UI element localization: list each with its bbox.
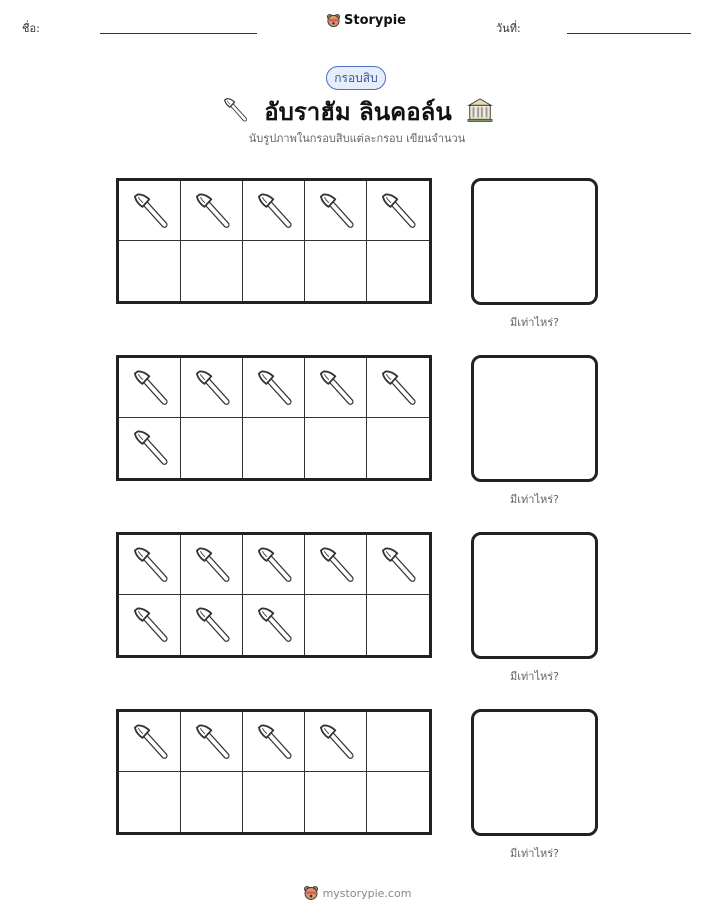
- answer-box-3[interactable]: [471, 532, 598, 659]
- axe-icon: [252, 603, 296, 647]
- axe-icon: [252, 543, 296, 587]
- axe-icon: [128, 426, 172, 470]
- ten-frame-cell: [305, 358, 367, 418]
- ten-frame-cell: [119, 772, 181, 832]
- answer-box-4[interactable]: [471, 709, 598, 836]
- title-row: [0, 92, 714, 131]
- axe-icon: [128, 366, 172, 410]
- bear-icon: [326, 13, 341, 28]
- axe-icon: [190, 720, 234, 764]
- topic-badge: กรอบสิบ: [326, 66, 386, 90]
- ten-frame-cell: [305, 535, 367, 595]
- ten-frame-cell: [243, 418, 305, 478]
- ten-frame-cell: [305, 181, 367, 241]
- building-icon: [466, 97, 494, 127]
- axe-icon: [190, 366, 234, 410]
- ten-frame-cell: [181, 712, 243, 772]
- ten-frame-cell: [243, 358, 305, 418]
- ten-frame-cell: [367, 712, 429, 772]
- bear-icon: [303, 885, 319, 901]
- ten-frame-cell: [119, 358, 181, 418]
- ten-frame-cell: [181, 535, 243, 595]
- ten-frame-cell: [243, 241, 305, 301]
- ten-frame-cell: [119, 181, 181, 241]
- name-label: ชื่อ:: [22, 22, 40, 35]
- ten-frame-3: [116, 532, 432, 658]
- ten-frame-cell: [305, 241, 367, 301]
- axe-icon: [252, 189, 296, 233]
- ten-frame-cell: [181, 241, 243, 301]
- ten-frame-cell: [243, 181, 305, 241]
- ten-frame-cell: [243, 772, 305, 832]
- ten-frame-2: [116, 355, 432, 481]
- ten-frame-cell: [181, 772, 243, 832]
- axe-icon: [220, 95, 250, 129]
- axe-icon: [314, 366, 358, 410]
- question-prompt-1: มีเท่าไหร่?: [510, 316, 559, 329]
- date-label: วันที่:: [496, 22, 521, 35]
- ten-frame-cell: [181, 358, 243, 418]
- ten-frame-cell: [243, 712, 305, 772]
- axe-icon: [376, 543, 420, 587]
- axe-icon: [128, 603, 172, 647]
- answer-box-2[interactable]: [471, 355, 598, 482]
- instruction-text: นับรูปภาพในกรอบสิบแต่ละกรอบ เขียนจำนวน: [248, 132, 466, 145]
- name-line: [100, 33, 257, 34]
- axe-icon: [252, 720, 296, 764]
- axe-icon: [314, 543, 358, 587]
- ten-frame-cell: [305, 712, 367, 772]
- axe-icon: [252, 366, 296, 410]
- footer: [0, 885, 714, 901]
- date-line: [567, 33, 691, 34]
- question-prompt-3: มีเท่าไหร่?: [510, 670, 559, 683]
- axe-icon: [376, 366, 420, 410]
- question-prompt-2: มีเท่าไหร่?: [510, 493, 559, 506]
- ten-frame-cell: [181, 595, 243, 655]
- ten-frame-cell: [119, 595, 181, 655]
- ten-frame-cell: [243, 535, 305, 595]
- ten-frame-4: [116, 709, 432, 835]
- ten-frame-cell: [367, 535, 429, 595]
- question-prompt-4: มีเท่าไหร่?: [510, 847, 559, 860]
- axe-icon: [314, 189, 358, 233]
- page-title: อับราฮัม ลินคอล์น: [264, 98, 452, 126]
- ten-frame-cell: [119, 535, 181, 595]
- axe-icon: [128, 720, 172, 764]
- ten-frame-cell: [119, 241, 181, 301]
- ten-frame-1: [116, 178, 432, 304]
- ten-frame-cell: [181, 181, 243, 241]
- ten-frame-cell: [367, 772, 429, 832]
- ten-frame-cell: [305, 772, 367, 832]
- ten-frame-cell: [367, 181, 429, 241]
- brand-logo: [326, 13, 406, 28]
- axe-icon: [190, 603, 234, 647]
- brand-name: Storypie: [344, 13, 406, 28]
- ten-frame-cell: [367, 595, 429, 655]
- ten-frame-cell: [367, 241, 429, 301]
- ten-frame-cell: [119, 712, 181, 772]
- axe-icon: [314, 720, 358, 764]
- footer-url: mystorypie.com: [322, 886, 412, 900]
- ten-frame-cell: [367, 418, 429, 478]
- ten-frame-cell: [181, 418, 243, 478]
- axe-icon: [190, 189, 234, 233]
- axe-icon: [128, 543, 172, 587]
- axe-icon: [128, 189, 172, 233]
- axe-icon: [190, 543, 234, 587]
- axe-icon: [376, 189, 420, 233]
- ten-frame-cell: [367, 358, 429, 418]
- ten-frame-cell: [305, 418, 367, 478]
- ten-frame-cell: [305, 595, 367, 655]
- answer-box-1[interactable]: [471, 178, 598, 305]
- ten-frame-cell: [243, 595, 305, 655]
- ten-frame-cell: [119, 418, 181, 478]
